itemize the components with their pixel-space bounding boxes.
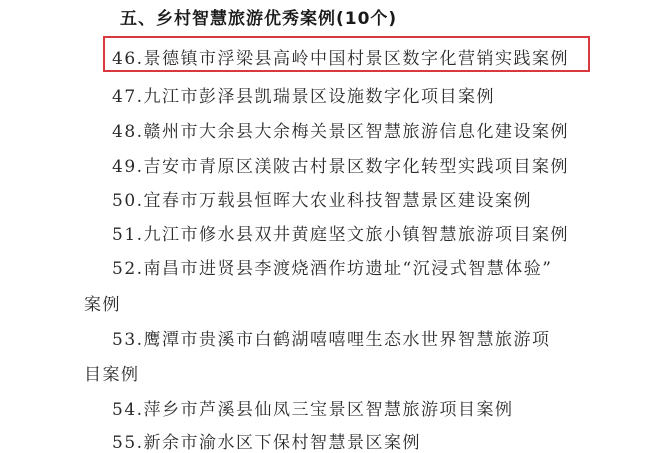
list-item: 54.萍乡市芦溪县仙凤三宝景区智慧旅游项目案例 xyxy=(112,400,514,420)
list-item: 51.九江市修水县双井黄庭坚文旅小镇智慧旅游项目案例 xyxy=(112,225,570,245)
list-item: 50.宜春市万载县恒晖大农业科技智慧景区建设案例 xyxy=(112,191,533,211)
list-item-continuation: 案例 xyxy=(84,295,121,315)
list-item: 46.景德镇市浮梁县高岭中国村景区数字化营销实践案例 xyxy=(112,49,570,69)
list-item: 47.九江市彭泽县凯瑞景区设施数字化项目案例 xyxy=(112,87,496,107)
list-item-continuation: 目案例 xyxy=(84,365,140,385)
section-heading: 五、乡村智慧旅游优秀案例(10个) xyxy=(120,9,398,29)
list-item: 55.新余市渝水区下保村智慧景区案例 xyxy=(112,433,422,453)
list-item: 49.吉安市青原区渼陂古村景区数字化转型实践项目案例 xyxy=(112,157,570,177)
list-item: 52.南昌市进贤县李渡烧酒作坊遗址“沉浸式智慧体验” xyxy=(112,259,553,279)
list-item: 48.赣州市大余县大余梅关景区智慧旅游信息化建设案例 xyxy=(112,122,570,142)
list-item: 53.鹰潭市贵溪市白鹤湖嘻嘻哩生态水世界智慧旅游项 xyxy=(112,330,551,350)
